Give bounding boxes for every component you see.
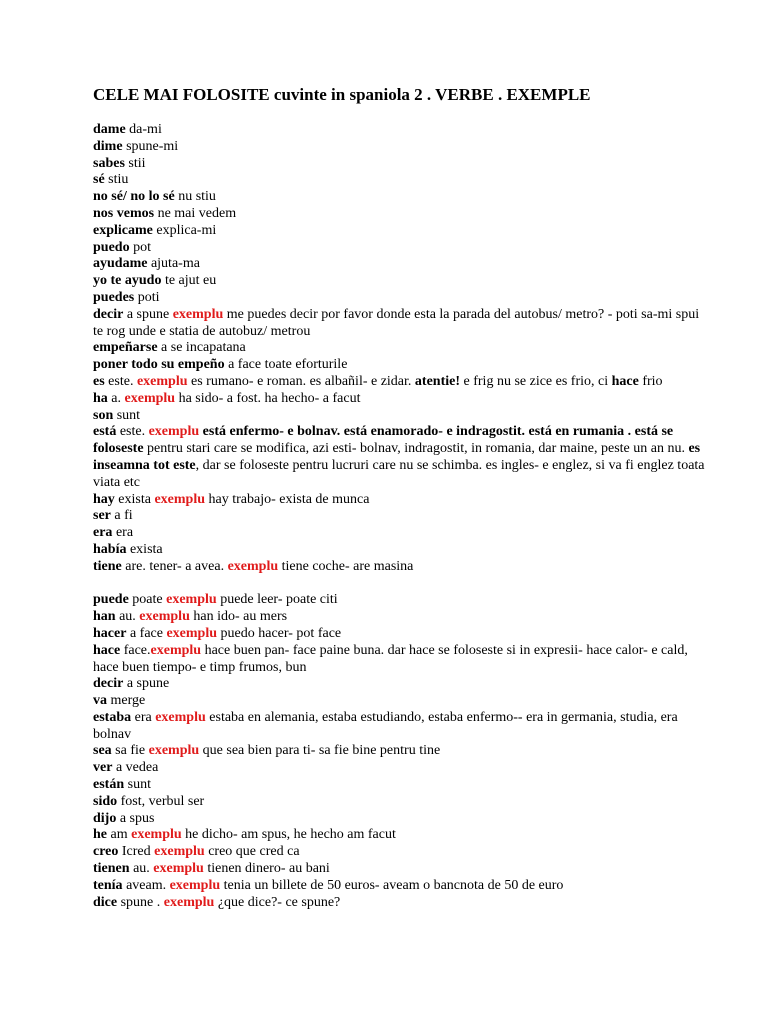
- example-marker: exemplu: [166, 592, 217, 608]
- entry-text: poti: [134, 289, 160, 305]
- vocabulary-entry: [93, 340, 708, 357]
- entry-text: ne mai vedem: [154, 205, 237, 221]
- example-marker: exemplu: [148, 424, 200, 440]
- spanish-term: hace: [93, 642, 121, 658]
- vocabulary-entry: [93, 609, 708, 626]
- spanish-term: tienen: [93, 861, 130, 877]
- vocabulary-entry: [93, 492, 708, 509]
- spanish-term: sé: [93, 172, 105, 188]
- vocabulary-entry: [93, 592, 708, 609]
- spanish-term: sea: [93, 743, 112, 759]
- spanish-term: han: [93, 609, 116, 625]
- entry-text: a face: [126, 625, 167, 641]
- entry-text: a.: [107, 390, 125, 406]
- spanish-term: va: [93, 693, 107, 709]
- spanish-term: he: [93, 827, 107, 843]
- entry-text: spune .: [117, 894, 164, 910]
- spanish-term: puede: [93, 592, 129, 608]
- document-title: CELE MAI FOLOSITE cuvinte in spaniola 2 . VERBE . EXEMPLE: [93, 85, 591, 104]
- entry-text: que sea bien para ti- sa fie bine pentru tine: [199, 743, 441, 759]
- vocabulary-entry: [93, 827, 708, 844]
- vocabulary-entry: [93, 290, 708, 307]
- entry-text: pot: [129, 239, 151, 255]
- spanish-term: hay: [93, 491, 115, 507]
- spanish-term: nos vemos: [93, 205, 155, 221]
- entry-text: poate: [128, 592, 167, 608]
- vocabulary-entry: [93, 508, 708, 525]
- entry-text: aveam.: [122, 877, 170, 893]
- entry-text: Icred: [118, 844, 155, 860]
- spanish-term: decir: [93, 306, 124, 322]
- vocabulary-entry: [93, 206, 708, 223]
- entry-text: a fi: [110, 508, 133, 524]
- spanish-term: ha: [93, 390, 108, 406]
- entry-text: he dicho- am spus, he hecho am facut: [181, 827, 396, 843]
- vocabulary-entry: [93, 878, 708, 895]
- entry-text: es rumano- e roman. es albañil- e zidar.: [187, 373, 415, 389]
- entry-text: exista: [114, 491, 155, 507]
- spanish-term: no sé/ no lo sé: [93, 189, 175, 205]
- entry-text: are. tener- a avea.: [121, 558, 228, 574]
- vocabulary-entry: [93, 122, 708, 139]
- vocabulary-entry: [93, 676, 708, 693]
- vocabulary-entry: [93, 626, 708, 643]
- blank-line: [93, 576, 708, 593]
- entry-text: a face toate eforturile: [224, 357, 348, 373]
- vocabulary-entry: [93, 760, 708, 777]
- entry-text: ajuta-ma: [147, 256, 200, 272]
- vocabulary-entry: [93, 844, 708, 861]
- example-marker: exemplu: [131, 827, 182, 843]
- spanish-term: tenía: [93, 877, 123, 893]
- entry-text: exista: [126, 541, 163, 557]
- spanish-term: había: [93, 541, 127, 557]
- vocabulary-entry: [93, 391, 708, 408]
- entry-text: face.: [120, 642, 151, 658]
- vocabulary-entry: [93, 408, 708, 425]
- spanish-term: hacer: [93, 625, 127, 641]
- entry-text: era: [131, 709, 156, 725]
- spanish-term: es: [93, 373, 105, 389]
- entry-text: han ido- au mers: [189, 609, 288, 625]
- vocabulary-entry: [93, 139, 708, 156]
- vocabulary-entry: [93, 693, 708, 710]
- spanish-term: atentie!: [414, 373, 461, 389]
- spanish-term: dime: [93, 138, 123, 154]
- entry-text: pentru stari care se modifica, azi esti- bolnav, indragostit, in romania, dar maine, peste un an nu.: [143, 441, 689, 457]
- vocabulary-entry: [93, 542, 708, 559]
- entry-text: da-mi: [125, 122, 162, 137]
- entry-text: tienen dinero- au bani: [203, 861, 330, 877]
- example-marker: exemplu: [169, 877, 221, 893]
- vocabulary-entry: [93, 374, 708, 391]
- vocabulary-entry: [93, 743, 708, 760]
- entry-text: puedo hacer- pot face: [217, 625, 342, 641]
- vocabulary-entry: [93, 525, 708, 542]
- example-marker: exemplu: [124, 390, 176, 406]
- spanish-term: sabes: [93, 155, 125, 171]
- entry-text: te ajut eu: [161, 273, 217, 289]
- spanish-term: puedo: [93, 239, 130, 255]
- vocabulary-entry: [93, 172, 708, 189]
- spanish-term: empeñarse: [93, 340, 158, 356]
- spanish-term: dame: [93, 122, 126, 137]
- spanish-term: explicame: [93, 222, 153, 238]
- entry-text: e frig nu se zice es frio, ci: [460, 373, 612, 389]
- example-marker: exemplu: [153, 861, 204, 877]
- vocabulary-entry: [93, 240, 708, 257]
- entry-text: a spune: [123, 676, 170, 692]
- spanish-term: está enfermo- e bolnav. está enamorado- e indragostit. está en rumania . está se foloseste: [93, 424, 674, 457]
- entry-text: hay trabajo- exista de munca: [205, 491, 370, 507]
- entry-text: creo que cred ca: [204, 844, 300, 860]
- vocabulary-entry: [93, 256, 708, 273]
- entry-text: , dar se foloseste pentru lucruri care nu se schimba. es ingles- e englez, si va fi englez toata viata etc: [93, 457, 705, 490]
- example-marker: exemplu: [172, 306, 224, 322]
- entry-text: ¿que dice?- ce spune?: [214, 894, 341, 910]
- vocabulary-entry: [93, 811, 708, 828]
- vocabulary-entry: [93, 710, 708, 744]
- vocabulary-entry: [93, 794, 708, 811]
- vocabulary-entry: [93, 895, 708, 912]
- vocabulary-entry: [93, 273, 708, 290]
- spanish-term: era: [93, 525, 113, 541]
- entry-text: a spune: [123, 306, 173, 322]
- entry-text: puede leer- poate citi: [216, 592, 338, 608]
- vocabulary-entry: [93, 357, 708, 374]
- example-marker: exemplu: [227, 558, 279, 574]
- example-marker: exemplu: [139, 609, 190, 625]
- example-marker: exemplu: [163, 894, 215, 910]
- entry-text: am: [107, 827, 132, 843]
- entry-text: a vedea: [112, 760, 159, 776]
- spanish-term: ser: [93, 508, 111, 524]
- example-marker: exemplu: [148, 743, 200, 759]
- spanish-term: son: [93, 407, 114, 423]
- entry-text: stii: [124, 155, 146, 171]
- entry-text: sunt: [124, 777, 151, 793]
- vocabulary-entry: [93, 559, 708, 576]
- vocabulary-entry: [93, 777, 708, 794]
- spanish-term: dice: [93, 894, 118, 910]
- spanish-term: están: [93, 777, 125, 793]
- spanish-term: ver: [93, 760, 113, 776]
- spanish-term: tiene: [93, 558, 122, 574]
- vocabulary-entry: [93, 307, 708, 341]
- spanish-term: creo: [93, 844, 119, 860]
- entry-text: nu stiu: [174, 189, 216, 205]
- entry-text: frio: [638, 373, 663, 389]
- example-marker: exemplu: [155, 709, 206, 725]
- entry-text: sunt: [113, 407, 141, 423]
- entry-text: este.: [116, 424, 149, 440]
- entry-text: tiene coche- are masina: [278, 558, 414, 574]
- entry-text: estaba en alemania, estaba estudiando, estaba enfermo-- era in germania, studia, era bolnav: [93, 709, 678, 742]
- spanish-term: decir: [93, 676, 124, 692]
- spanish-term: puedes: [93, 289, 135, 305]
- entry-text: au.: [115, 609, 140, 625]
- spanish-term: dijo: [93, 810, 117, 826]
- spanish-term: es inseamna tot este: [93, 441, 701, 473]
- spanish-term: está: [93, 424, 117, 440]
- entry-text: hace buen pan- face paine buna. dar hace se foloseste si in expresii- hace calor- e cald, hace buen tiempo- e timp frumos, bun: [93, 642, 688, 675]
- spanish-term: ayudame: [93, 256, 148, 272]
- entry-text: stiu: [104, 172, 129, 188]
- spanish-term: hace: [611, 373, 639, 389]
- entry-text: a spus: [116, 810, 155, 826]
- example-marker: exemplu: [166, 625, 218, 641]
- entry-text: tenia un billete de 50 euros- aveam o bancnota de 50 de euro: [220, 877, 564, 893]
- spanish-term: poner todo su empeño: [93, 357, 225, 373]
- entry-text: sa fie: [111, 743, 149, 759]
- entry-text: fost, verbul ser: [117, 793, 205, 809]
- entry-text: era: [112, 525, 134, 541]
- entry-text: este.: [104, 373, 137, 389]
- vocabulary-entry: [93, 223, 708, 240]
- example-marker: exemplu: [154, 844, 205, 860]
- example-marker: exemplu: [136, 373, 188, 389]
- vocabulary-entry: [93, 424, 708, 491]
- entry-text: au.: [129, 861, 154, 877]
- vocabulary-entry: [93, 156, 708, 173]
- entry-text: explica-mi: [152, 222, 217, 238]
- vocabulary-list: [93, 122, 708, 911]
- example-marker: exemplu: [154, 491, 206, 507]
- spanish-term: estaba: [93, 709, 132, 725]
- entry-text: me puedes decir por favor donde esta la parada del autobus/ metro? - poti sa-mi spui te rog unde e statia de autobuz/ metrou: [93, 306, 700, 339]
- entry-text: ha sido- a fost. ha hecho- a facut: [175, 390, 361, 406]
- entry-text: spune-mi: [122, 138, 179, 154]
- spanish-term: yo te ayudo: [93, 273, 162, 289]
- entry-text: a se incapatana: [157, 340, 246, 356]
- vocabulary-entry: [93, 643, 708, 677]
- example-marker: exemplu: [150, 642, 202, 658]
- vocabulary-entry: [93, 861, 708, 878]
- entry-text: merge: [107, 693, 146, 709]
- spanish-term: sido: [93, 793, 118, 809]
- vocabulary-entry: [93, 189, 708, 206]
